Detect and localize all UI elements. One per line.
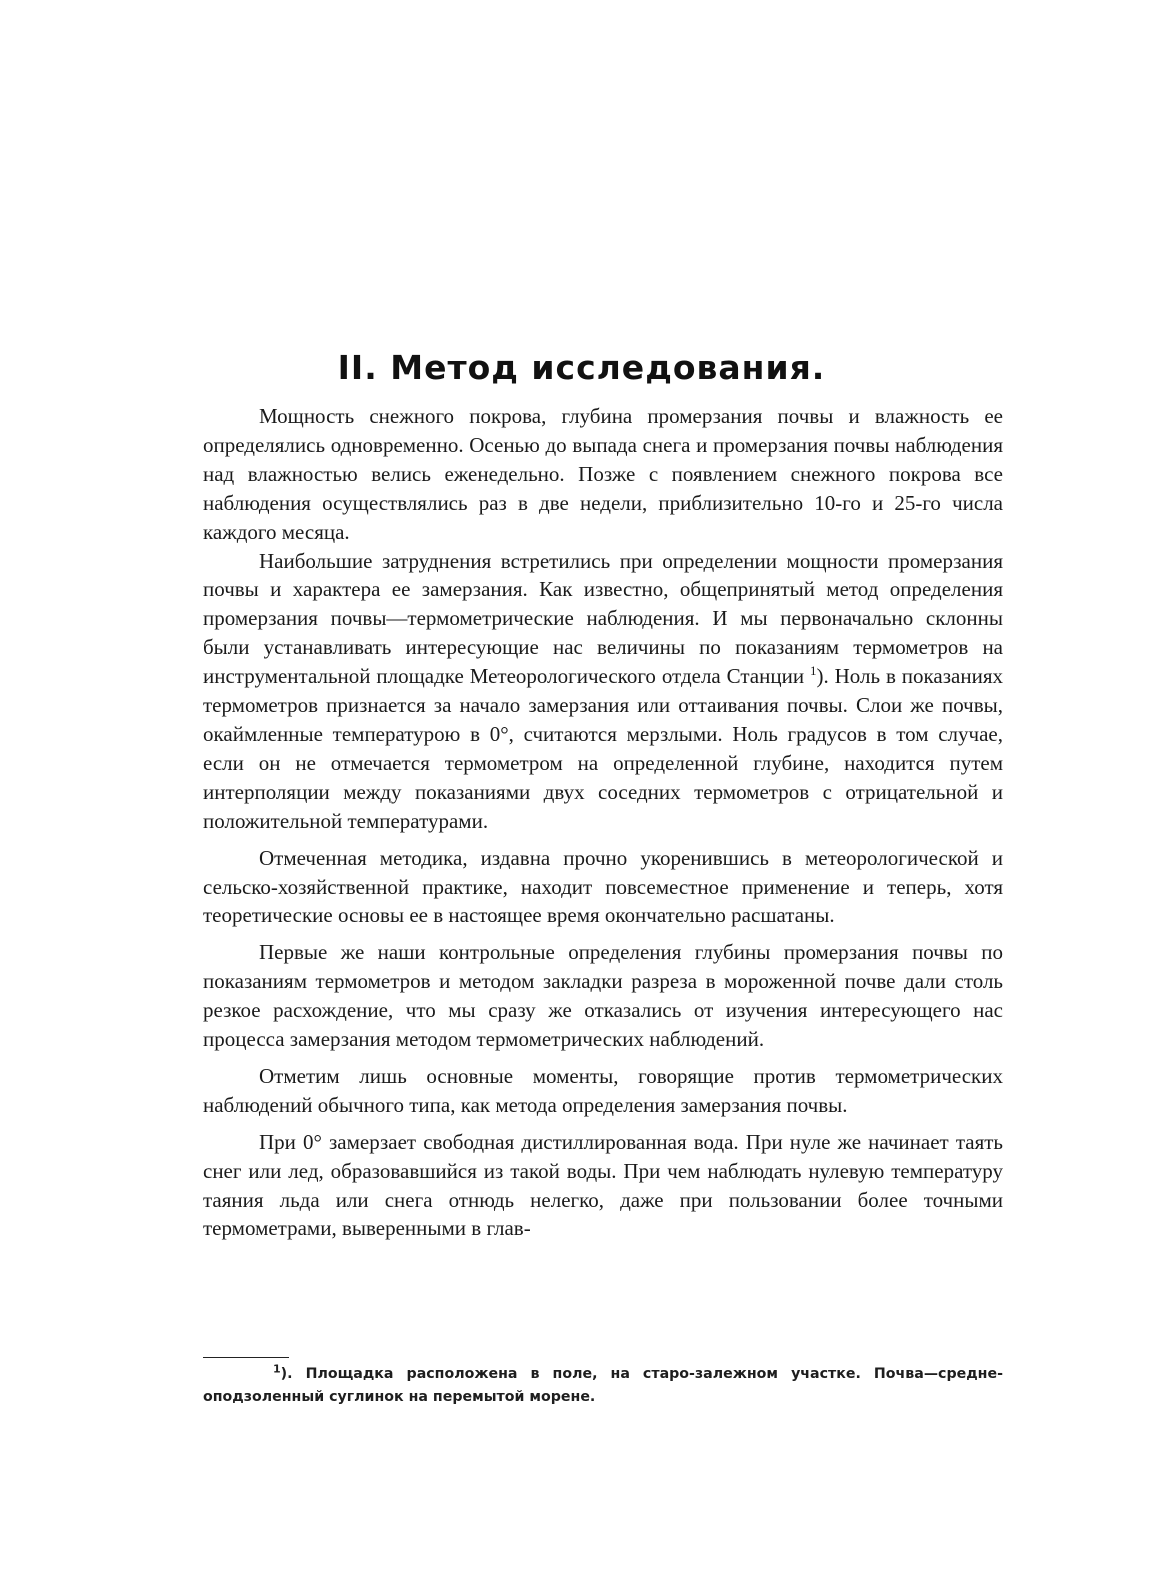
paragraph — [203, 547, 1003, 836]
paragraph: При 0° замерзает свободная дистиллированная вода. При нуле же начинает таять снег или лед, образовавшийся из такой воды. При чем наблюдать нулевую температуру таяния льда или снега отнюдь нелегко, даже при пользовании более точными термометрами, выверенными в глав- — [203, 1129, 1003, 1241]
footnote-reference[interactable]: 1 — [810, 663, 817, 679]
paragraph: Первые же наши контрольные определения глубины промерзания почвы по показаниям термометров и методом закладки разреза в мороженной почве дали столь резкое расхождение, что мы сразу же отказались от изучения интересующего нас процесса замерзания методом термометрических наблюдений. — [203, 940, 1003, 1052]
section-heading: II. Метод исследования. — [337, 348, 826, 387]
body-text — [203, 402, 1003, 1243]
paragraph: Мощность снежного покрова, глубина промерзания почвы и влажность ее определялись одновременно. Осенью до выпада снега и промерзания почвы наблюдения над влажностью велись еженедельно. Позже с появлением снежного покрова все наблюдения осуществлялись раз в две недели, приблизительно 10-го и 25-го числа каждого месяца. — [203, 404, 1003, 544]
paragraph: Отметим лишь основные моменты, говорящие против термометрических наблюдений обычного типа, как метода определения замерзания почвы. — [203, 1063, 1003, 1117]
footnote — [203, 1363, 1003, 1409]
footnote-text: ). Площадка расположена в поле, на старо-залежном участке. Почва—средне-оподзоленный суглинок на перемытой морене. — [203, 1366, 1003, 1405]
paragraph-text: Наибольшие затруднения встретились при определении мощности промерзания почвы и характера ее замерзания. Как известно, общепринятый метод определения промерзания почвы—термометрические наблюдения. И мы первоначально склонны были устанавливать интересующие нас величины по показаниям термометров на инструментальной площадке Метеорологического отдела Станции — [203, 548, 1003, 689]
paragraph: Отмеченная методика, издавна прочно укоренившись в метеорологической и сельско-хозяйственной практике, находит повсеместное применение и теперь, хотя теоретические основы ее в настоящее время окончательно расшатаны. — [203, 845, 1003, 928]
footnote-mark: 1 — [273, 1362, 281, 1376]
footnote-divider — [203, 1357, 289, 1358]
paragraph-text: ). Ноль в показаниях термометров признается за начало замерзания или оттаивания почвы. Слои же почвы, окаймленные температурою в 0°, считаются мерзлыми. Ноль градусов в том случае, если он не отмечается термометром на определенной глубине, находится путем интерполяции между показаниями двух соседних термометров с отрицательной и положительной температурами. — [203, 664, 1004, 833]
